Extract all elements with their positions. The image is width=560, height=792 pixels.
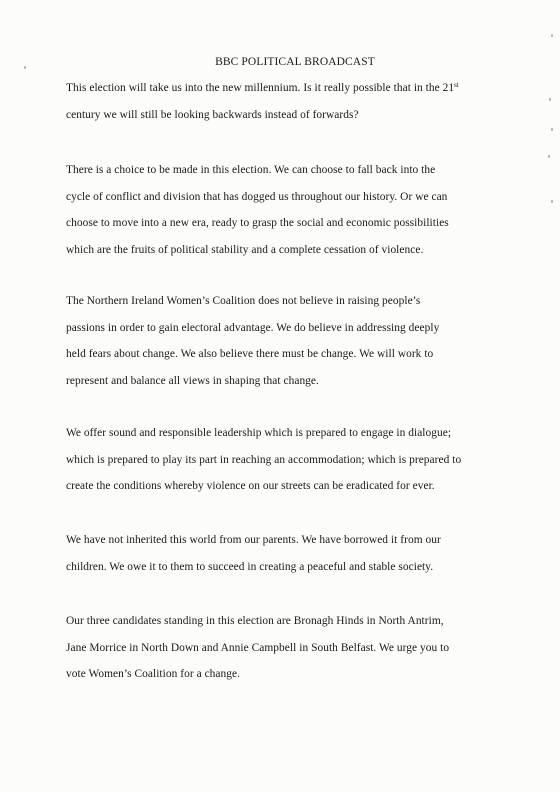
- text-line: children. We owe it to them to succeed in creating a peaceful and stable society.: [66, 560, 434, 573]
- text-line: passions in order to gain electoral advantage. We do believe in addressing deeply: [66, 321, 440, 334]
- text-line: represent and balance all views in shaping that change.: [66, 374, 319, 387]
- text-line: create the conditions whereby violence on our streets can be eradicated for ever.: [66, 480, 435, 492]
- paragraph-3: [66, 288, 506, 394]
- paragraph-1: [66, 75, 506, 128]
- paragraph-5: [66, 527, 506, 580]
- scan-speck: [551, 128, 553, 131]
- text-line: which is prepared to play its part in reaching an accommodation; which is prepared to: [66, 453, 462, 466]
- superscript-st: st: [454, 81, 459, 89]
- text-line: We have not inherited this world from our parents. We have borrowed it from our: [66, 534, 441, 546]
- text-line: This election will take us into the new millennium. Is it really possible that in the 21st: [66, 81, 459, 94]
- paragraph-2: [66, 157, 506, 263]
- scan-speck: [24, 66, 26, 69]
- text-line: held fears about change. We also believe there must be change. We will work to: [66, 348, 434, 360]
- paragraph-6: [66, 608, 506, 688]
- text-line: cycle of conflict and division that has dogged us throughout our history. Or we can: [66, 190, 448, 203]
- text-line: choose to move into a new era, ready to grasp the social and economic possibilities: [66, 217, 449, 229]
- scan-speck: [548, 155, 550, 158]
- text-line: century we will still be looking backwards instead of forwards?: [66, 108, 359, 121]
- text-line: The Northern Ireland Women’s Coalition does not believe in raising people’s: [66, 295, 421, 307]
- scan-speck: [551, 200, 553, 203]
- scan-speck: [551, 34, 553, 37]
- text-line: vote Women’s Coalition for a change.: [66, 668, 241, 680]
- document-title: BBC POLITICAL BROADCAST: [215, 56, 375, 68]
- text-line: which are the fruits of political stability and a complete cessation of violence.: [66, 243, 424, 256]
- text-line: There is a choice to be made in this election. We can choose to fall back into the: [66, 164, 436, 176]
- text-line: We offer sound and responsible leadership which is prepared to engage in dialogue;: [66, 427, 452, 439]
- text-line: Jane Morrice in North Down and Annie Campbell in South Belfast. We urge you to: [66, 641, 450, 654]
- text-line: Our three candidates standing in this election are Bronagh Hinds in North Antrim,: [66, 615, 444, 627]
- paragraph-4: [66, 420, 506, 500]
- scan-speck: [549, 98, 551, 101]
